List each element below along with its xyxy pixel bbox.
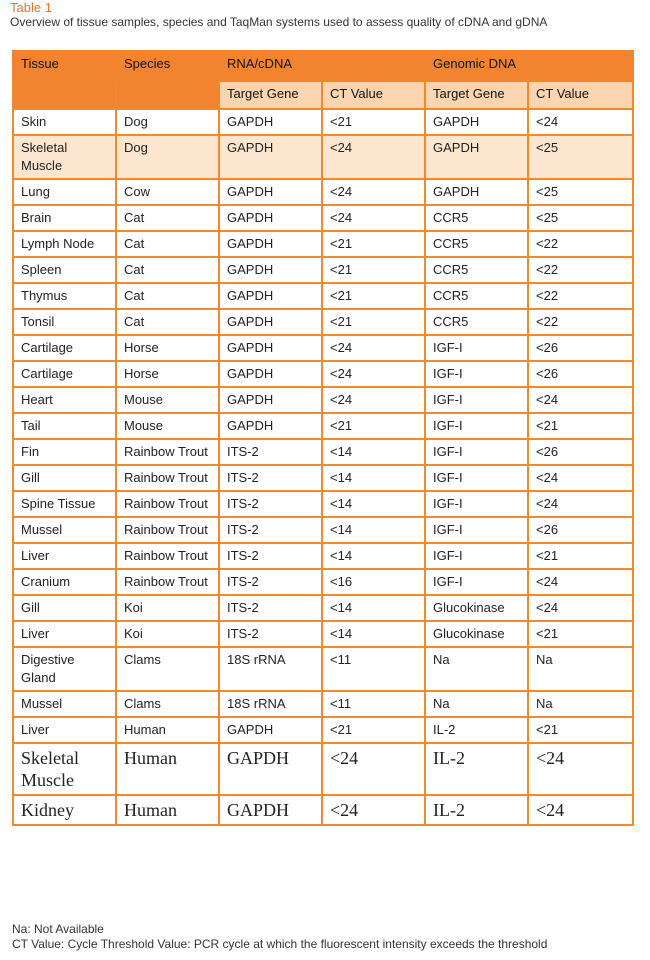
gdna-ct-value-cell: <24 <box>528 465 633 491</box>
table-body <box>13 109 633 825</box>
species-cell: Rainbow Trout <box>116 569 219 595</box>
gdna-ct-value-cell: <21 <box>528 621 633 647</box>
table-row <box>13 743 633 795</box>
tissue-cell: Tail <box>13 413 116 439</box>
rna-ct-value-cell: <14 <box>322 439 425 465</box>
gdna-target-gene-cell: Glucokinase <box>425 621 528 647</box>
table-row <box>13 717 633 743</box>
rna-ct-value-cell: <21 <box>322 257 425 283</box>
gdna-ct-value-cell: <24 <box>528 743 633 795</box>
header-rna-target-gene: Target Gene <box>219 81 322 109</box>
species-cell: Human <box>116 717 219 743</box>
species-cell: Dog <box>116 135 219 179</box>
species-cell: Koi <box>116 595 219 621</box>
gdna-target-gene-cell: CCR5 <box>425 309 528 335</box>
rna-ct-value-cell: <24 <box>322 335 425 361</box>
rna-target-gene-cell: GAPDH <box>219 257 322 283</box>
gdna-target-gene-cell: IL-2 <box>425 717 528 743</box>
rna-ct-value-cell: <16 <box>322 569 425 595</box>
gdna-target-gene-cell: Na <box>425 647 528 691</box>
rna-ct-value-cell: <14 <box>322 621 425 647</box>
table-row <box>13 647 633 691</box>
rna-ct-value-cell: <11 <box>322 647 425 691</box>
species-cell: Human <box>116 743 219 795</box>
gdna-ct-value-cell: <26 <box>528 439 633 465</box>
table-row <box>13 439 633 465</box>
table-caption-title: Table 1 <box>10 0 52 15</box>
gdna-target-gene-cell: IL-2 <box>425 743 528 795</box>
tissue-cell: Mussel <box>13 691 116 717</box>
rna-ct-value-cell: <21 <box>322 231 425 257</box>
tissue-samples-table <box>12 50 634 826</box>
table-row <box>13 413 633 439</box>
species-cell: Rainbow Trout <box>116 517 219 543</box>
table-row <box>13 335 633 361</box>
gdna-target-gene-cell: IGF-I <box>425 543 528 569</box>
gdna-target-gene-cell: GAPDH <box>425 109 528 135</box>
species-cell: Clams <box>116 691 219 717</box>
rna-ct-value-cell: <21 <box>322 283 425 309</box>
gdna-target-gene-cell: Na <box>425 691 528 717</box>
species-cell: Rainbow Trout <box>116 491 219 517</box>
rna-target-gene-cell: GAPDH <box>219 135 322 179</box>
table-row <box>13 465 633 491</box>
gdna-ct-value-cell: Na <box>528 691 633 717</box>
tissue-cell: Skin <box>13 109 116 135</box>
rna-ct-value-cell: <21 <box>322 413 425 439</box>
gdna-target-gene-cell: GAPDH <box>425 179 528 205</box>
header-row-top <box>13 51 633 81</box>
table-row <box>13 795 633 825</box>
table-row <box>13 109 633 135</box>
tissue-cell: Liver <box>13 717 116 743</box>
gdna-target-gene-cell: IGF-I <box>425 491 528 517</box>
tissue-cell: Liver <box>13 621 116 647</box>
tissue-cell: Gill <box>13 465 116 491</box>
species-cell: Rainbow Trout <box>116 543 219 569</box>
species-cell: Cat <box>116 257 219 283</box>
tissue-cell: Liver <box>13 543 116 569</box>
species-cell: Horse <box>116 335 219 361</box>
rna-ct-value-cell: <14 <box>322 517 425 543</box>
tissue-cell: Tonsil <box>13 309 116 335</box>
table-row <box>13 491 633 517</box>
header-gdna-target-gene: Target Gene <box>425 81 528 109</box>
gdna-target-gene-cell: CCR5 <box>425 283 528 309</box>
tissue-cell: Lung <box>13 179 116 205</box>
gdna-target-gene-cell: IGF-I <box>425 517 528 543</box>
rna-target-gene-cell: GAPDH <box>219 361 322 387</box>
gdna-ct-value-cell: <22 <box>528 231 633 257</box>
gdna-ct-value-cell: <24 <box>528 109 633 135</box>
species-cell: Rainbow Trout <box>116 439 219 465</box>
tissue-cell: Digestive Gland <box>13 647 116 691</box>
rna-target-gene-cell: GAPDH <box>219 743 322 795</box>
rna-target-gene-cell: ITS-2 <box>219 491 322 517</box>
gdna-ct-value-cell: <22 <box>528 257 633 283</box>
tissue-cell: Spleen <box>13 257 116 283</box>
header-gdna-ct-value: CT Value <box>528 81 633 109</box>
table-row <box>13 691 633 717</box>
species-cell: Koi <box>116 621 219 647</box>
table-row <box>13 283 633 309</box>
gdna-target-gene-cell: IGF-I <box>425 465 528 491</box>
rna-target-gene-cell: GAPDH <box>219 717 322 743</box>
rna-target-gene-cell: GAPDH <box>219 283 322 309</box>
rna-ct-value-cell: <14 <box>322 595 425 621</box>
species-cell: Cat <box>116 231 219 257</box>
tissue-cell: Brain <box>13 205 116 231</box>
species-cell: Cow <box>116 179 219 205</box>
gdna-target-gene-cell: IGF-I <box>425 569 528 595</box>
rna-ct-value-cell: <24 <box>322 135 425 179</box>
species-cell: Mouse <box>116 413 219 439</box>
rna-target-gene-cell: ITS-2 <box>219 465 322 491</box>
rna-ct-value-cell: <21 <box>322 109 425 135</box>
header-row-sub <box>13 81 633 109</box>
gdna-ct-value-cell: <25 <box>528 179 633 205</box>
species-cell: Clams <box>116 647 219 691</box>
table-row <box>13 387 633 413</box>
tissue-cell: Cartilage <box>13 361 116 387</box>
tissue-cell: Cranium <box>13 569 116 595</box>
gdna-ct-value-cell: <24 <box>528 795 633 825</box>
gdna-target-gene-cell: CCR5 <box>425 257 528 283</box>
tissue-cell: Cartilage <box>13 335 116 361</box>
header-blank-cell <box>13 81 116 109</box>
tissue-cell: Kidney <box>13 795 116 825</box>
tissue-cell: Mussel <box>13 517 116 543</box>
gdna-ct-value-cell: <25 <box>528 135 633 179</box>
tissue-cell: Skeletal Muscle <box>13 743 116 795</box>
tissue-cell: Spine Tissue <box>13 491 116 517</box>
species-cell: Mouse <box>116 387 219 413</box>
table-row <box>13 205 633 231</box>
rna-ct-value-cell: <24 <box>322 387 425 413</box>
rna-target-gene-cell: 18S rRNA <box>219 691 322 717</box>
table-row <box>13 621 633 647</box>
gdna-ct-value-cell: <26 <box>528 361 633 387</box>
gdna-target-gene-cell: Glucokinase <box>425 595 528 621</box>
rna-target-gene-cell: GAPDH <box>219 795 322 825</box>
rna-ct-value-cell: <24 <box>322 361 425 387</box>
rna-ct-value-cell: <24 <box>322 743 425 795</box>
species-cell: Cat <box>116 205 219 231</box>
rna-target-gene-cell: GAPDH <box>219 109 322 135</box>
rna-target-gene-cell: 18S rRNA <box>219 647 322 691</box>
gdna-ct-value-cell: <21 <box>528 413 633 439</box>
rna-target-gene-cell: ITS-2 <box>219 543 322 569</box>
tissue-cell: Lymph Node <box>13 231 116 257</box>
gdna-target-gene-cell: IGF-I <box>425 335 528 361</box>
table-row <box>13 361 633 387</box>
rna-target-gene-cell: ITS-2 <box>219 439 322 465</box>
footnote-na: Na: Not Available <box>12 922 104 936</box>
species-cell: Horse <box>116 361 219 387</box>
footnote-ct-value: CT Value: Cycle Threshold Value: PCR cycle at which the fluorescent intensity exceeds the threshold <box>12 937 548 951</box>
gdna-ct-value-cell: <24 <box>528 387 633 413</box>
rna-target-gene-cell: ITS-2 <box>219 621 322 647</box>
gdna-ct-value-cell: <26 <box>528 335 633 361</box>
gdna-target-gene-cell: IGF-I <box>425 387 528 413</box>
header-rna-ct-value: CT Value <box>322 81 425 109</box>
table-row <box>13 569 633 595</box>
gdna-target-gene-cell: CCR5 <box>425 231 528 257</box>
gdna-ct-value-cell: Na <box>528 647 633 691</box>
gdna-ct-value-cell: <24 <box>528 491 633 517</box>
table-row <box>13 595 633 621</box>
gdna-ct-value-cell: <25 <box>528 205 633 231</box>
header-species: Species <box>116 51 219 81</box>
rna-ct-value-cell: <14 <box>322 491 425 517</box>
header-genomic-dna: Genomic DNA <box>425 51 633 81</box>
tissue-cell: Fin <box>13 439 116 465</box>
rna-target-gene-cell: GAPDH <box>219 309 322 335</box>
table-row <box>13 309 633 335</box>
rna-ct-value-cell: <11 <box>322 691 425 717</box>
rna-target-gene-cell: ITS-2 <box>219 517 322 543</box>
rna-ct-value-cell: <14 <box>322 543 425 569</box>
tissue-cell: Skeletal Muscle <box>13 135 116 179</box>
table-caption-subtitle: Overview of tissue samples, species and TaqMan systems used to assess quality of cDNA and gDNA <box>10 15 548 29</box>
rna-target-gene-cell: GAPDH <box>219 413 322 439</box>
species-cell: Rainbow Trout <box>116 465 219 491</box>
rna-target-gene-cell: GAPDH <box>219 205 322 231</box>
table-row <box>13 257 633 283</box>
rna-ct-value-cell: <21 <box>322 717 425 743</box>
gdna-target-gene-cell: IL-2 <box>425 795 528 825</box>
table-row <box>13 517 633 543</box>
rna-target-gene-cell: GAPDH <box>219 335 322 361</box>
tissue-cell: Gill <box>13 595 116 621</box>
species-cell: Human <box>116 795 219 825</box>
species-cell: Dog <box>116 109 219 135</box>
rna-ct-value-cell: <24 <box>322 179 425 205</box>
tissue-cell: Heart <box>13 387 116 413</box>
rna-target-gene-cell: GAPDH <box>219 387 322 413</box>
gdna-target-gene-cell: CCR5 <box>425 205 528 231</box>
rna-target-gene-cell: ITS-2 <box>219 595 322 621</box>
rna-ct-value-cell: <21 <box>322 309 425 335</box>
rna-target-gene-cell: GAPDH <box>219 231 322 257</box>
gdna-ct-value-cell: <22 <box>528 283 633 309</box>
species-cell: Cat <box>116 283 219 309</box>
gdna-target-gene-cell: IGF-I <box>425 413 528 439</box>
rna-target-gene-cell: GAPDH <box>219 179 322 205</box>
species-cell: Cat <box>116 309 219 335</box>
rna-target-gene-cell: ITS-2 <box>219 569 322 595</box>
gdna-target-gene-cell: GAPDH <box>425 135 528 179</box>
gdna-ct-value-cell: <21 <box>528 543 633 569</box>
data-table-container <box>12 50 632 826</box>
tissue-cell: Thymus <box>13 283 116 309</box>
gdna-ct-value-cell: <26 <box>528 517 633 543</box>
gdna-ct-value-cell: <21 <box>528 717 633 743</box>
gdna-ct-value-cell: <24 <box>528 595 633 621</box>
gdna-target-gene-cell: IGF-I <box>425 361 528 387</box>
gdna-target-gene-cell: IGF-I <box>425 439 528 465</box>
table-row <box>13 231 633 257</box>
header-tissue: Tissue <box>13 51 116 81</box>
table-row <box>13 179 633 205</box>
rna-ct-value-cell: <24 <box>322 205 425 231</box>
rna-ct-value-cell: <14 <box>322 465 425 491</box>
table-row <box>13 543 633 569</box>
header-blank-cell <box>116 81 219 109</box>
header-rna-cdna: RNA/cDNA <box>219 51 425 81</box>
gdna-ct-value-cell: <22 <box>528 309 633 335</box>
gdna-ct-value-cell: <24 <box>528 569 633 595</box>
table-row <box>13 135 633 179</box>
rna-ct-value-cell: <24 <box>322 795 425 825</box>
